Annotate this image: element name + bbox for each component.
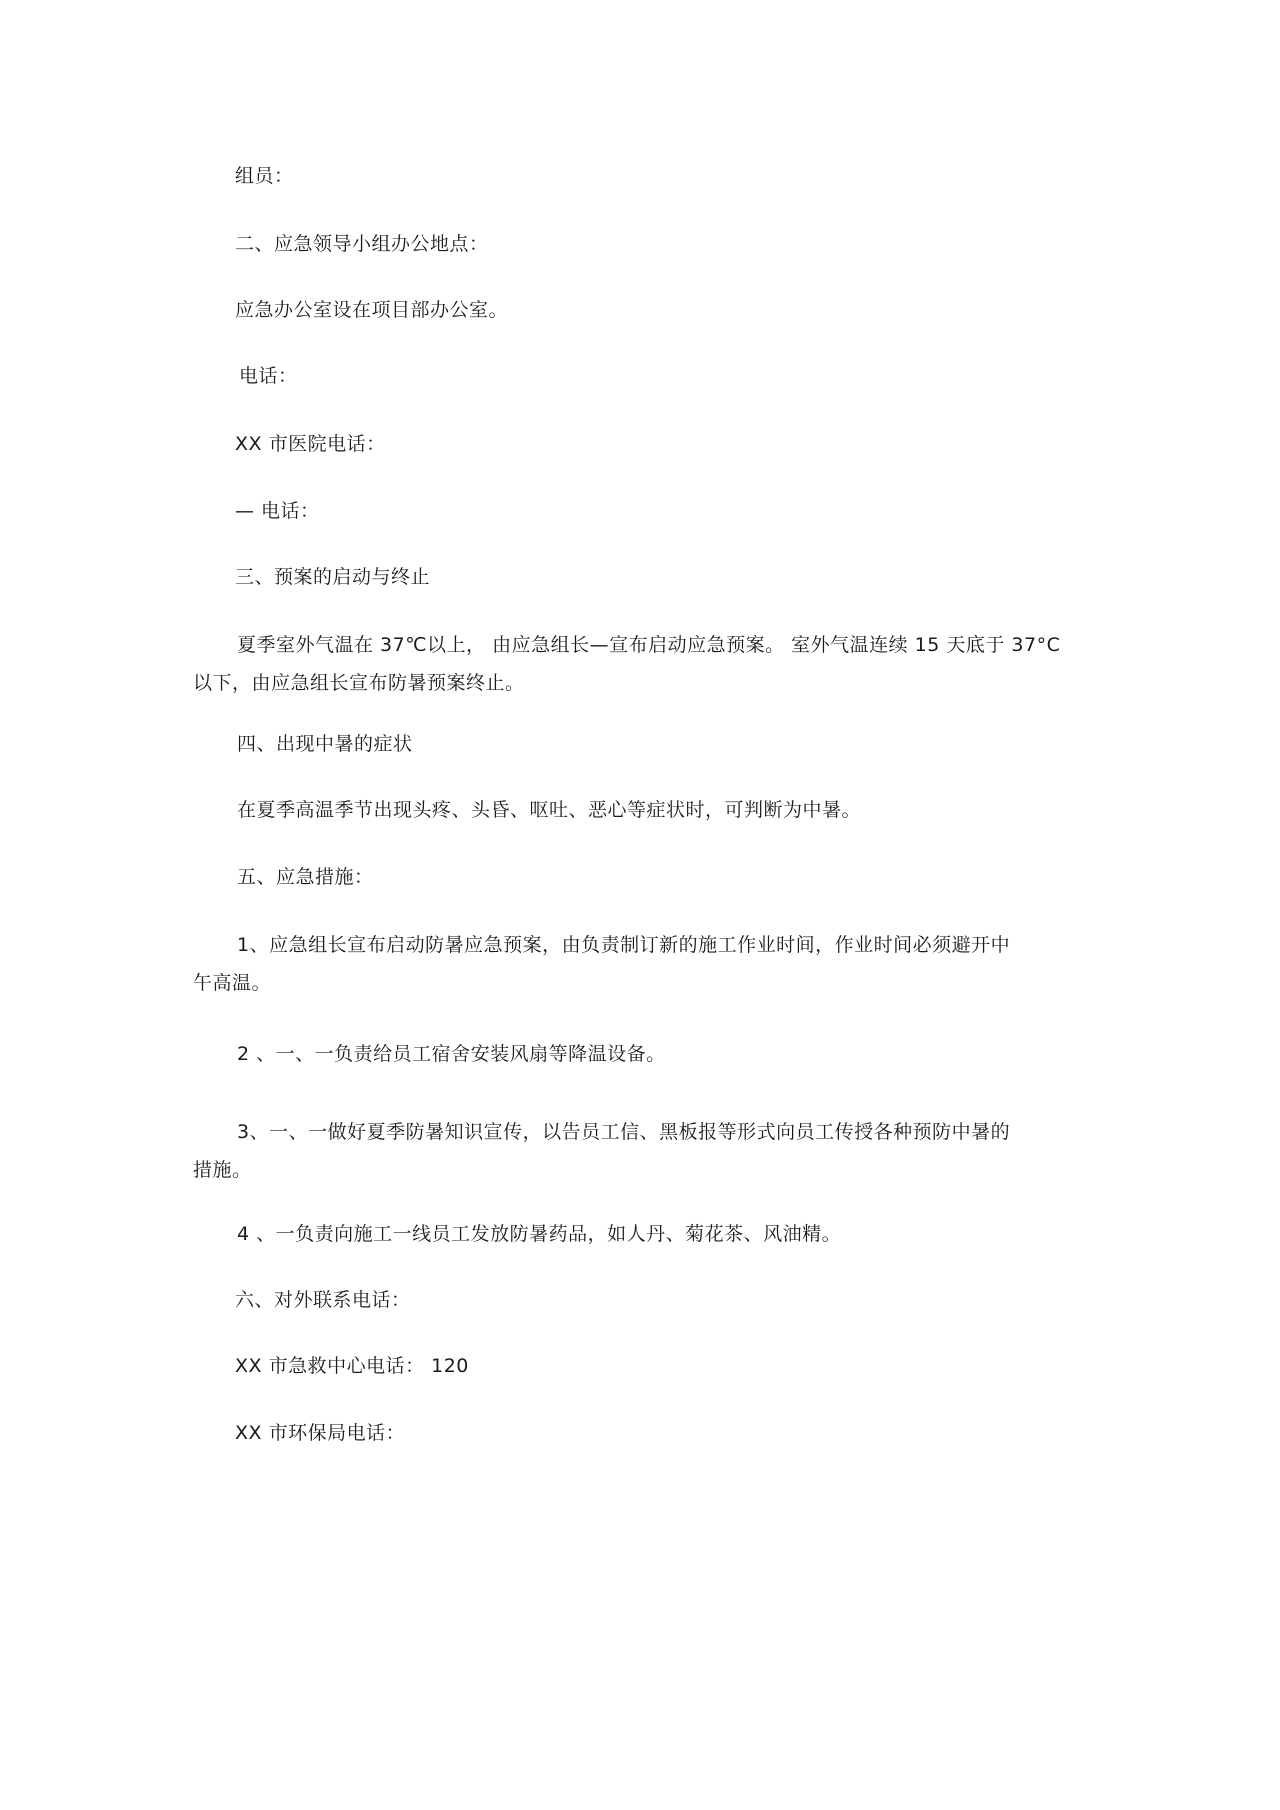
environmental-bureau-phone: XX 市环保局电话：: [235, 1422, 406, 1444]
emergency-center-phone: XX 市急救中心电话： 120: [235, 1355, 469, 1377]
members-label: 组员：: [235, 165, 294, 187]
measure-1-text: 1、应急组长宣布启动防暑应急预案，由负责制订新的施工作业时间，作业时间必须避开中: [237, 934, 1011, 956]
section-2-heading: 二、应急领导小组办公地点：: [235, 233, 489, 255]
section-6-heading: 六、对外联系电话：: [235, 1289, 411, 1311]
section-3-heading: 三、预案的启动与终止: [235, 566, 431, 588]
plan-activation-text: 夏季室外气温在 37℃以上， 由应急组长—宣布启动应急预案。 室外气温连续 15 天底于 37°C: [237, 634, 1061, 656]
measure-3-text: 3、一、一做好夏季防暑知识宣传，以告员工信、黑板报等形式向员工传授各种预防中暑的: [237, 1121, 1011, 1143]
measure-2-text: 2 、一、一负责给员工宿舍安装风扇等降温设备。: [237, 1043, 666, 1065]
city-hospital-phone: XX 市医院电话：: [235, 433, 386, 455]
section-4-heading: 四、出现中暑的症状: [237, 733, 413, 755]
office-location-text: 应急办公室设在项目部办公室。: [235, 299, 509, 321]
heatstroke-symptoms-text: 在夏季高温季节出现头疼、头昏、呕吐、恶心等症状时，可判断为中暑。: [237, 799, 862, 821]
phone-label: 电话：: [239, 365, 298, 387]
measure-4-text: 4 、一负责向施工一线员工发放防暑药品，如人丹、菊花茶、风油精。: [237, 1223, 842, 1245]
dash-phone: — 电话：: [235, 500, 320, 522]
measure-1-text-cont: 午高温。: [193, 972, 272, 994]
section-5-heading: 五、应急措施：: [237, 866, 374, 888]
measure-3-text-cont: 措施。: [193, 1159, 252, 1181]
plan-activation-text-cont: 以下，由应急组长宣布防暑预案终止。: [193, 672, 525, 694]
